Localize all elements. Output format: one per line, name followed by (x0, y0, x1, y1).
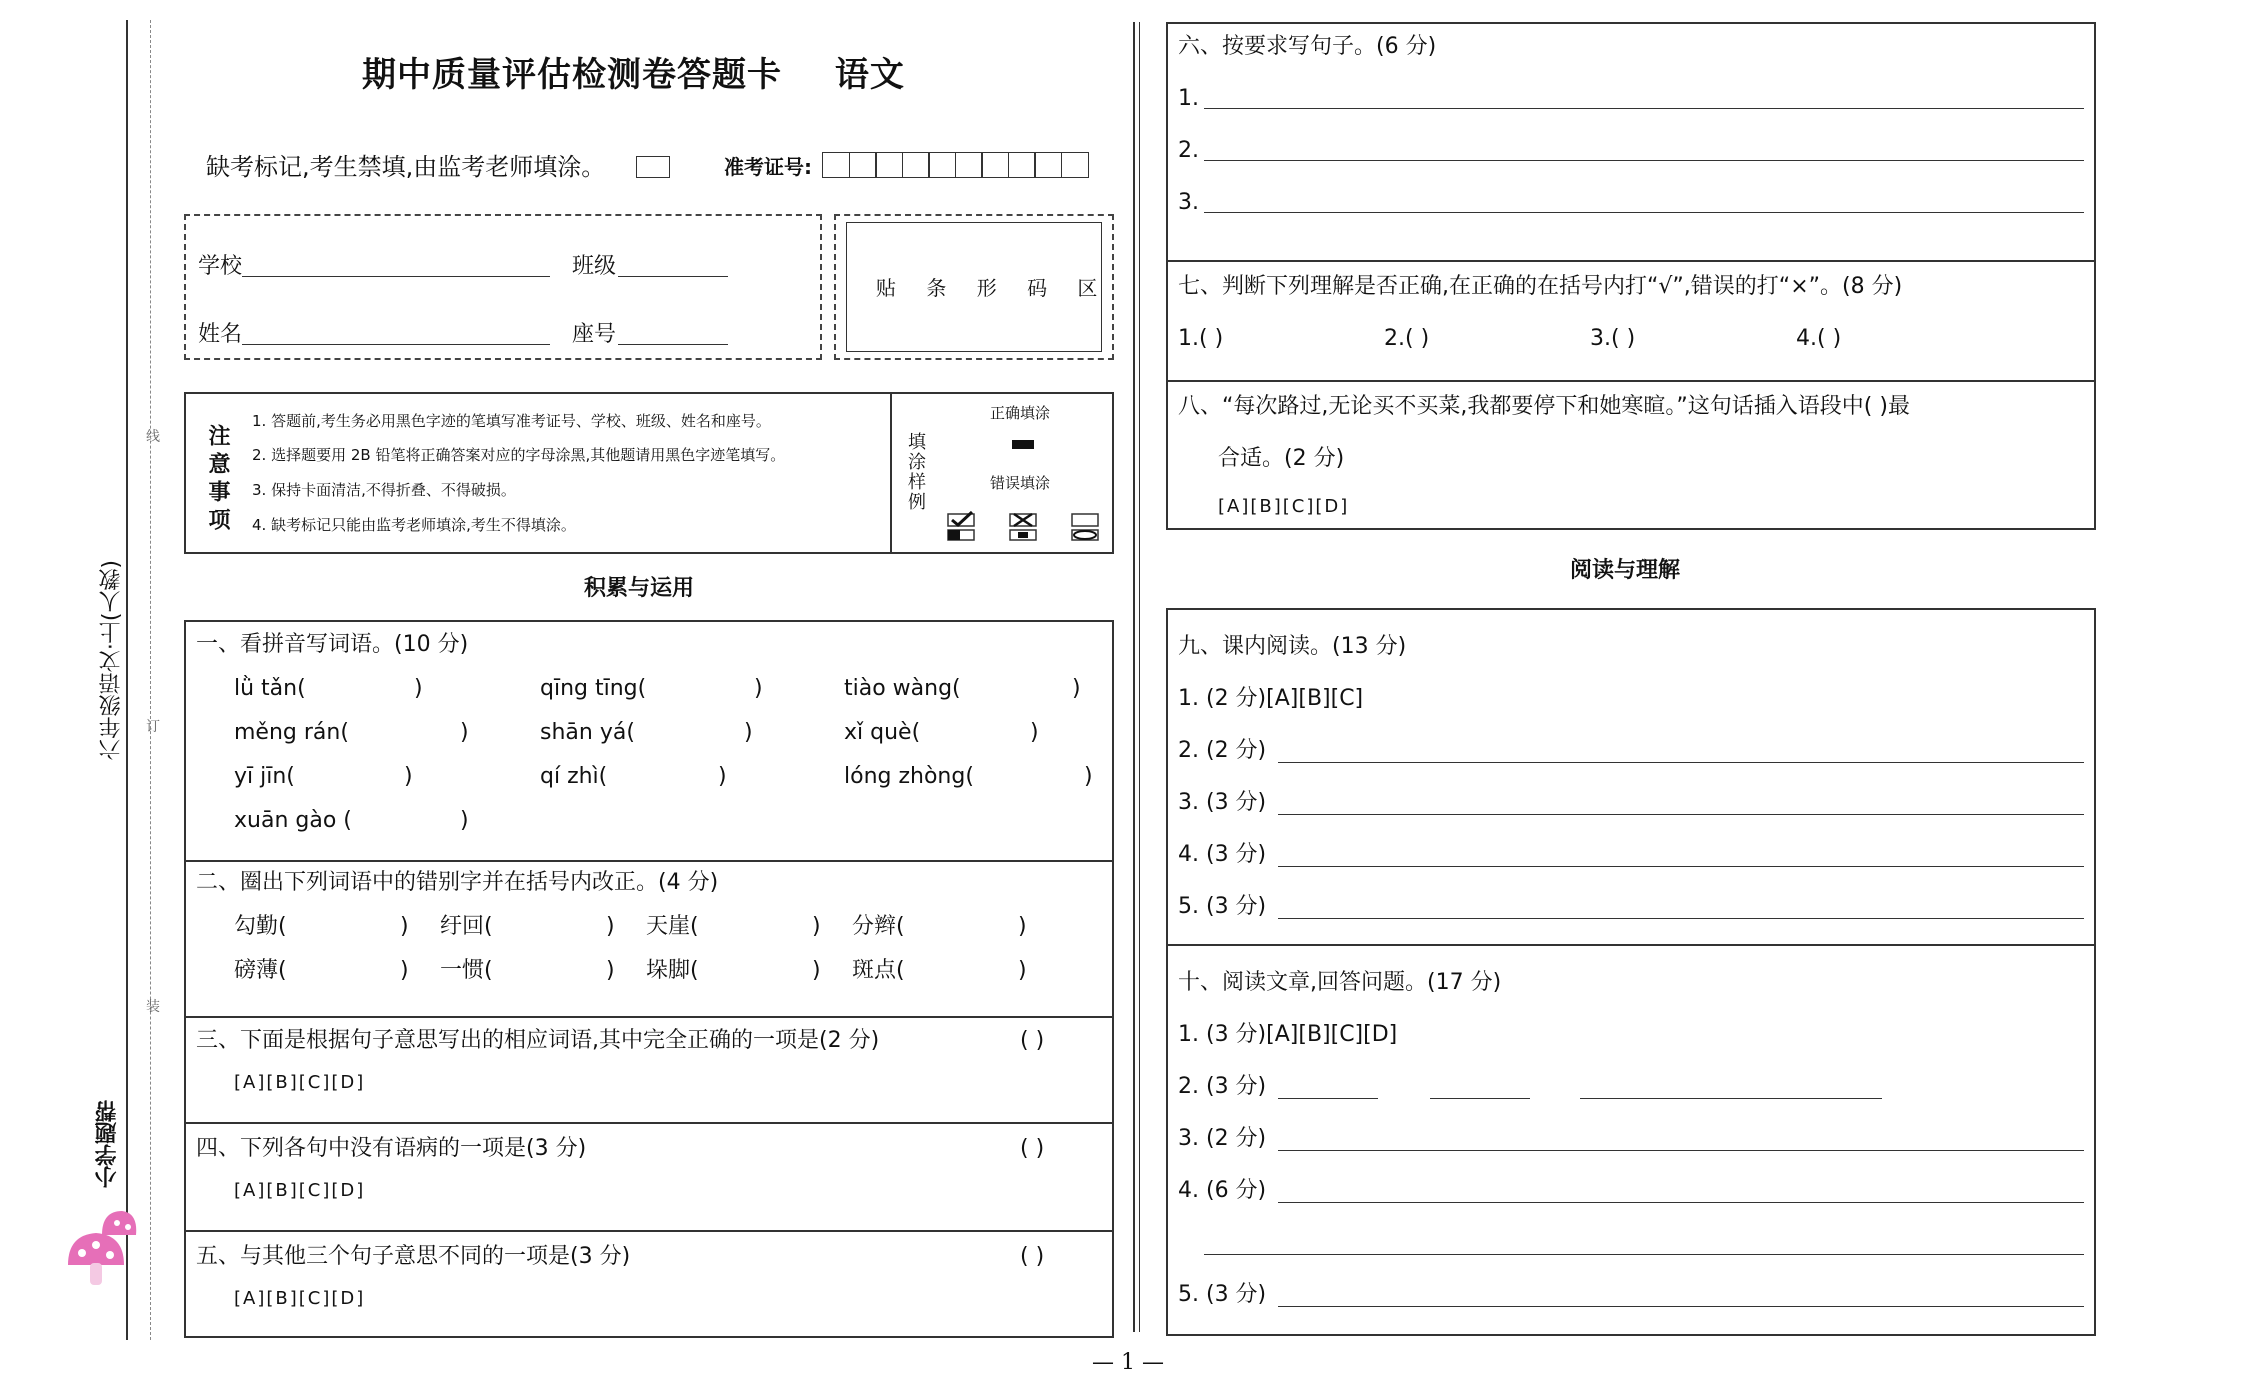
wrong-fill-label: 错误填涂 (990, 474, 1051, 492)
page-title (362, 55, 905, 95)
q1-item-6[interactable]: xǐ què( ) (844, 720, 1039, 745)
q3-options[interactable]: [A][B][C][D] (234, 1072, 366, 1093)
binding-mark-bind: 装 (146, 999, 160, 1015)
q6-num-3: 3. (1178, 190, 1199, 215)
q2-item-1[interactable]: 勾勤( ) (234, 914, 409, 939)
wrong-fill-samples-icon (944, 510, 1104, 544)
q5-title: 五、与其他三个句子意思不同的一项是(3 分) (196, 1244, 631, 1269)
q10-item-5: 5. (3 分) (1178, 1282, 1267, 1307)
q1-item-3[interactable]: tiào wàng( ) (844, 676, 1081, 701)
section-b-title: 阅读与理解 (1570, 558, 1681, 583)
q7-item-4[interactable]: 4.( ) (1796, 326, 1842, 351)
q10-line-5[interactable] (1278, 1306, 2084, 1307)
q9-item-3: 3. (3 分) (1178, 790, 1267, 815)
school-label: 学校 (198, 254, 243, 279)
q10-item-1[interactable]: 1. (3 分)[A][B][C][D] (1178, 1022, 1398, 1047)
notice-item-1: 1. 答题前,考生务必用黑色字迹的笔填写准考证号、学校、班级、姓名和座号。 (252, 412, 771, 430)
q9-line-3[interactable] (1278, 814, 2084, 815)
q4-options[interactable]: [A][B][C][D] (234, 1180, 366, 1201)
section-a-title: 积累与运用 (584, 576, 695, 601)
q10-item-3: 3. (2 分) (1178, 1126, 1267, 1151)
q10-line-2c[interactable] (1580, 1098, 1882, 1099)
q3-answer-paren[interactable]: ( ) (1020, 1028, 1045, 1053)
q9-item-4: 4. (3 分) (1178, 842, 1267, 867)
notice-title: 注意事项 (205, 424, 230, 536)
q7-item-2[interactable]: 2.( ) (1384, 326, 1430, 351)
exam-no-label: 准考证号: (724, 155, 812, 179)
q8-line-1: 八、“每次路过,无论买不买菜,我都要停下和她寒暄。”这句话插入语段中( )最 (1178, 394, 1910, 419)
absent-note: 缺考标记,考生禁填,由监考老师填涂。 (206, 153, 606, 181)
name-label: 姓名 (198, 322, 243, 347)
school-field[interactable] (242, 276, 550, 277)
q10-title: 十、阅读文章,回答问题。(17 分) (1178, 970, 1502, 995)
correct-fill-sample (1012, 440, 1034, 449)
binding-mark-order: 订 (146, 719, 160, 735)
q2-item-5[interactable]: 磅薄( ) (234, 958, 409, 983)
page-number: — 1 — (1092, 1350, 1164, 1375)
q6-num-2: 2. (1178, 138, 1199, 163)
q1-item-10[interactable]: xuān gào ( ) (234, 808, 469, 833)
q1-item-1[interactable]: lǜ tǎn( ) (234, 676, 423, 701)
q1-item-7[interactable]: yī jīn( ) (234, 764, 413, 789)
q10-line-3[interactable] (1278, 1150, 2084, 1151)
exam-no-boxes[interactable] (822, 152, 1087, 178)
info-box (184, 214, 822, 360)
barcode-label: 贴 条 形 码 区 (876, 276, 1110, 300)
q4-title: 四、下列各句中没有语病的一项是(3 分) (196, 1136, 587, 1161)
seat-label: 座号 (572, 322, 617, 347)
q10-line-2b[interactable] (1430, 1098, 1530, 1099)
q1-item-9[interactable]: lóng zhòng( ) (844, 764, 1093, 789)
q9-line-2[interactable] (1278, 762, 2084, 763)
q7-item-3[interactable]: 3.( ) (1590, 326, 1636, 351)
q6-line-3[interactable] (1204, 212, 2084, 213)
q9-title: 九、课内阅读。(13 分) (1178, 634, 1407, 659)
q6-line-1[interactable] (1204, 108, 2084, 109)
notice-item-3: 3. 保持卡面清洁,不得折叠、不得破损。 (252, 481, 516, 499)
q1-title: 一、看拼音写词语。(10 分) (196, 632, 469, 657)
q10-item-4: 4. (6 分) (1178, 1178, 1267, 1203)
q2-item-3[interactable]: 天崖( ) (646, 914, 821, 939)
q1-item-4[interactable]: měng rán( ) (234, 720, 469, 745)
binding-mark-line: 线 (146, 429, 160, 445)
grade-label: 六年级语文·上(人教) (99, 560, 124, 761)
q8-line-2: 合适。(2 分) (1218, 446, 1345, 471)
correct-fill-label: 正确填涂 (990, 404, 1051, 422)
example-title: 填涂样例 (905, 432, 926, 512)
q2-item-2[interactable]: 纡回( ) (440, 914, 615, 939)
q2-item-7[interactable]: 垛脚( ) (646, 958, 821, 983)
class-label: 班级 (572, 254, 617, 279)
q7-item-1[interactable]: 1.( ) (1178, 326, 1224, 351)
q6-line-2[interactable] (1204, 160, 2084, 161)
notice-divider (890, 392, 892, 554)
q1-item-5[interactable]: shān yá( ) (540, 720, 753, 745)
q2-item-6[interactable]: 一惯( ) (440, 958, 615, 983)
center-divider-left (1133, 22, 1135, 1332)
q7-title: 七、判断下列理解是否正确,在正确的在括号内打“√”,错误的打“×”。(8 分) (1178, 274, 1903, 299)
q2-title: 二、圈出下列词语中的错别字并在括号内改正。(4 分) (196, 870, 719, 895)
notice-item-2: 2. 选择题要用 2B 铅笔将正确答案对应的字母涂黑,其他题请用黑色字迹笔填写。 (252, 446, 786, 464)
q9-item-1[interactable]: 1. (2 分)[A][B][C] (1178, 686, 1364, 711)
q2-item-8[interactable]: 斑点( ) (852, 958, 1027, 983)
center-divider-right (1139, 22, 1140, 1332)
q5-answer-paren[interactable]: ( ) (1020, 1244, 1045, 1269)
absent-checkbox[interactable] (636, 156, 670, 178)
q1-item-2[interactable]: qīng tīng( ) (540, 676, 763, 701)
notice-item-4: 4. 缺考标记只能由监考老师填涂,考生不得填涂。 (252, 516, 576, 534)
q1-item-8[interactable]: qí zhì( ) (540, 764, 727, 789)
mushroom-logo-icon (62, 1205, 138, 1295)
q9-item-5: 5. (3 分) (1178, 894, 1267, 919)
q4-answer-paren[interactable]: ( ) (1020, 1136, 1045, 1161)
q9-line-4[interactable] (1278, 866, 2084, 867)
q9-item-2: 2. (2 分) (1178, 738, 1267, 763)
seat-field[interactable] (618, 344, 728, 345)
binding-line-inner (150, 20, 151, 1340)
name-field[interactable] (242, 344, 550, 345)
class-field[interactable] (618, 276, 728, 277)
q10-line-4b[interactable] (1204, 1254, 2084, 1255)
q9-line-5[interactable] (1278, 918, 2084, 919)
q10-line-4a[interactable] (1278, 1202, 2084, 1203)
q6-title: 六、按要求写句子。(6 分) (1178, 34, 1437, 59)
q5-options[interactable]: [A][B][C][D] (234, 1288, 366, 1309)
brand-label: 小学题帮 (95, 1100, 120, 1188)
q10-line-2a[interactable] (1278, 1098, 1378, 1099)
subject-text: 语文 (834, 55, 905, 95)
title-text: 期中质量评估检测卷答题卡 (362, 55, 782, 95)
q2-item-4[interactable]: 分辫( ) (852, 914, 1027, 939)
q8-options[interactable]: [A][B][C][D] (1218, 496, 1350, 517)
q6-num-1: 1. (1178, 86, 1199, 111)
q10-item-2: 2. (3 分) (1178, 1074, 1267, 1099)
q3-title: 三、下面是根据句子意思写出的相应词语,其中完全正确的一项是(2 分) (196, 1028, 880, 1053)
